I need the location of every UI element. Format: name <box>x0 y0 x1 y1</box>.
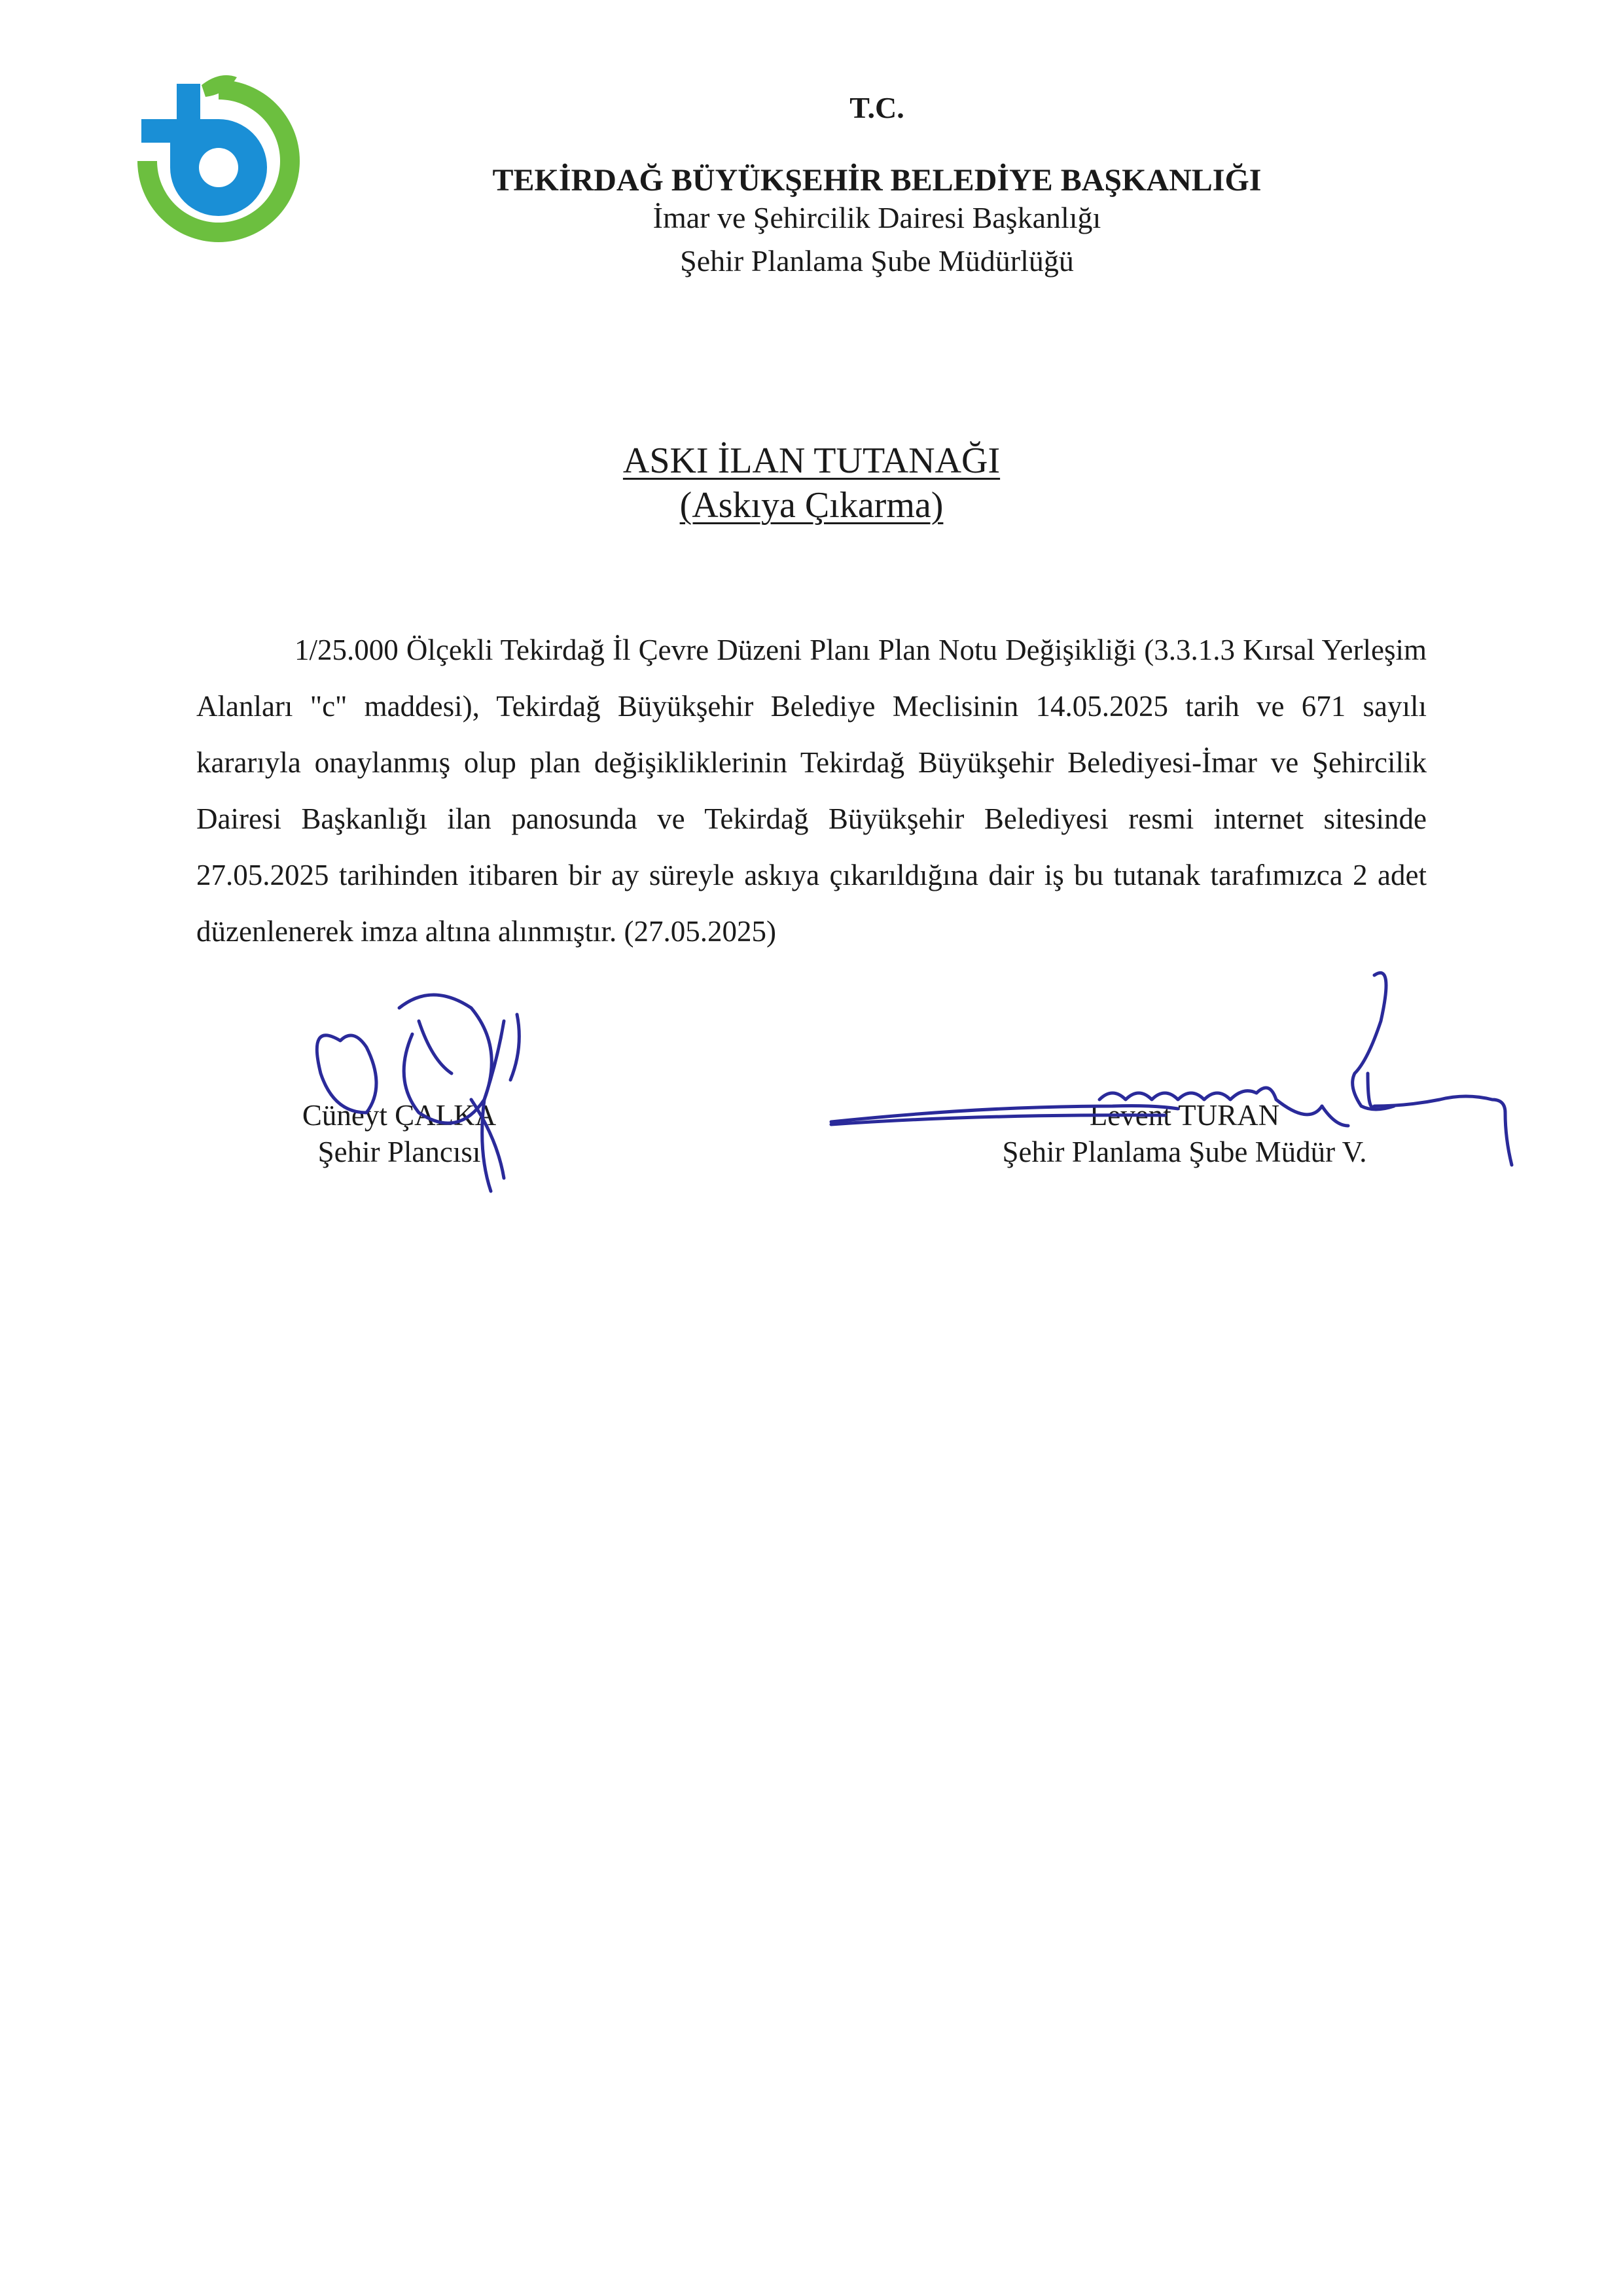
header-tc: T.C. <box>849 91 904 124</box>
document-subtitle: (Askıya Çıkarma) <box>679 485 944 526</box>
body-paragraph: 1/25.000 Ölçekli Tekirdağ İl Çevre Düzeni Planı Plan Notu Değişikliği (3.3.1.3 Kırsal Yerleşim Alanları "c" maddesi), Tekirdağ Büyükşehir Belediye Meclisinin 14.05.2025 tarih ve 671 sayılı kararıyla onaylanmış olup plan değişikliklerinin Tekirdağ Büyükşehir Belediyesi-İmar ve Şehircilik Dairesi Başkanlığı ilan panosunda ve Tekirdağ Büyükşehir Belediyesi resmi internet sitesinde 27.05.2025 tarihinden itibaren bir ay süreyle askıya çıkarıldığına dair iş bu tutanak tarafımızca 2 adet düzenlenerek imza altına alınmıştır. (27.05.2025) <box>196 634 1427 948</box>
header-department: İmar ve Şehircilik Dairesi Başkanlığı <box>652 201 1101 234</box>
header-branch: Şehir Planlama Şube Müdürlüğü <box>680 244 1074 278</box>
signature-block-right <box>942 1097 1427 1170</box>
signature-block-left <box>249 1097 550 1170</box>
signatory-name-left: Cüneyt ÇALKA <box>302 1099 497 1132</box>
header-organization: TEKİRDAĞ BÜYÜKŞEHİR BELEDİYE BAŞKANLIĞI <box>492 163 1262 198</box>
signatory-role-right: Şehir Planlama Şube Müdür V. <box>1002 1136 1367 1168</box>
document-title: ASKI İLAN TUTANAĞI <box>622 440 1001 481</box>
signatory-role-left: Şehir Plancısı <box>317 1136 481 1168</box>
signatory-name-right: Levent TURAN <box>1089 1099 1280 1132</box>
